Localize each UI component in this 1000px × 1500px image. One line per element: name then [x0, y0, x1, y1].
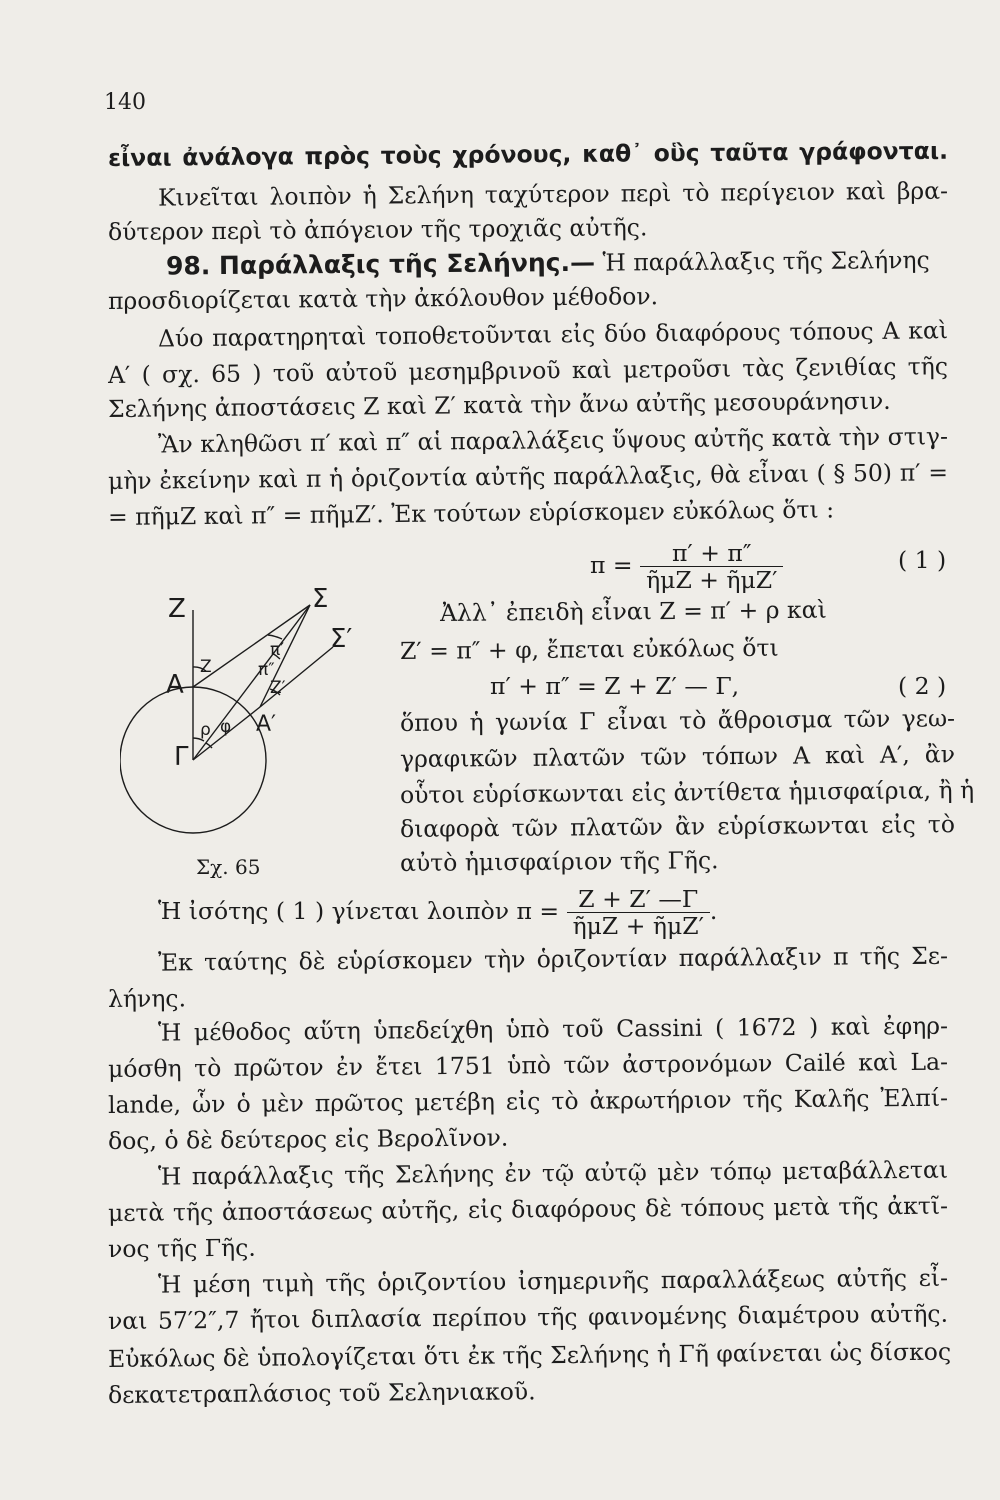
text-line: μετὰ τῆς ἀποστάσεως αὐτῆς, εἰς διαφόρους δὲ τόπους μετὰ τῆς ἀκτῖ- [107, 1191, 949, 1227]
label-sigma: Σ [312, 584, 329, 614]
equation-3-fraction [567, 886, 710, 939]
text-line: εἶναι ἀνάλογα πρὸς τοὺς χρόνους, καθ᾽ οὓς ταῦτα γράφονται. [107, 136, 949, 172]
equation-1 [590, 540, 783, 593]
text-line: δος, ὁ δὲ δεύτερος εἰς Βερολῖνον. [107, 1123, 509, 1155]
text-line: Σελήνης ἀποστάσεις Ζ καὶ Ζ′ κατὰ τὴν ἄνω αὐτῆς μεσουράνησιν. [107, 386, 891, 423]
text-line: Δύο παρατηρηταὶ τοποθετοῦνται εἰς δύο διαφόρους τόπους Α καὶ [157, 316, 949, 353]
label-rho: ρ [200, 720, 211, 740]
text-line: Α′ ( σχ. 65 ) τοῦ αὐτοῦ μεσημβρινοῦ καὶ μετροῦσι τὰς ζενιθίας τῆς [107, 352, 949, 389]
label-z-prime-small: Ζ′ [270, 678, 286, 698]
figure-65 [120, 575, 400, 855]
equation-3-end: . [709, 897, 718, 925]
text-line: αὐτὸ ἡμισφαίριον τῆς Γῆς. [399, 846, 719, 877]
text-line: νος τῆς Γῆς. [107, 1233, 256, 1263]
text-line: γραφικῶν πλατῶν τῶν τόπων Α καὶ Α′, ἂν [399, 740, 956, 773]
text-line: λήνης. [107, 984, 187, 1013]
section-heading-rest: Ἡ παράλλαξις τῆς Σελήνης [594, 245, 930, 277]
label-gamma: Γ [174, 742, 189, 772]
equation-1-fraction [640, 540, 783, 593]
equation-2-label: ( 2 ) [898, 672, 947, 700]
text-line: διαφορὰ τῶν πλατῶν ἂν εὑρίσκωνται εἰς τὸ [399, 810, 956, 843]
label-a: Α [166, 670, 184, 700]
text-line: Ζ′ = π″ + φ, ἔπεται εὐκόλως ὅτι [399, 633, 779, 665]
label-a-prime: Α′ [256, 712, 277, 737]
text-line: οὗτοι εὑρίσκωνται εἰς ἀντίθετα ἡμισφαίρια, ἢ ἡ [399, 775, 975, 809]
text-line: μόσθη τὸ πρῶτον ἐν ἔτει 1751 ὑπὸ τῶν ἀστρονόμων Cailé καὶ La- [107, 1047, 949, 1083]
equation-1-label: ( 1 ) [898, 546, 947, 574]
equation-3-numerator: Ζ + Ζ′ —Γ [567, 886, 710, 913]
text-line: δεκατετραπλάσιος τοῦ Σεληνιακοῦ. [107, 1377, 536, 1409]
text-line: Ἡ μέση τιμὴ τῆς ὁριζοντίου ἰσημερινῆς παραλλάξεως αὐτῆς εἶ- [157, 1263, 949, 1299]
label-phi: φ [220, 717, 232, 737]
equation-1-numerator: π′ + π″ [640, 540, 783, 567]
section-heading-line [108, 244, 1000, 282]
text-line: Ἀλλ᾽ ἐπειδὴ εἶναι Ζ = π′ + ρ καὶ [439, 595, 827, 627]
text-line: Εὐκόλως δὲ ὑπολογίζεται ὅτι ἐκ τῆς Σελήνης ἡ Γῆ φαίνεται ὡς δίσκος [107, 1337, 952, 1373]
equation-2: π′ + π″ = Ζ + Ζ′ — Γ, [490, 672, 740, 700]
text-line: Ἡ παράλλαξις τῆς Σελήνης ἐν τῷ αὐτῷ μὲν τόπῳ μεταβάλλεται [157, 1155, 949, 1191]
text-line: Κινεῖται λοιπὸν ἡ Σελήνη ταχύτερον περὶ τὸ περίγειον καὶ βρα- [157, 176, 949, 212]
section-heading: 98. Παράλλαξις τῆς Σελήνης.— [165, 247, 596, 281]
text-line: Ἡ μέθοδος αὕτη ὑπεδείχθη ὑπὸ τοῦ Cassini ( 1672 ) καὶ ἐφηρ- [157, 1011, 949, 1047]
label-z-small: Ζ [200, 657, 212, 677]
text-line: ναι 57′2″,7 ἤτοι διπλασία περίπου τῆς φαινομένης διαμέτρου αὐτῆς. [107, 1299, 949, 1335]
label-pi-prime: π′ [270, 640, 285, 660]
text-line: Ἐκ ταύτης δὲ εὑρίσκομεν τὴν ὁριζοντίαν παράλλαξιν π τῆς Σε- [157, 941, 949, 977]
page-number: 140 [104, 90, 146, 115]
label-zenith: Ζ [168, 594, 186, 624]
text-line: προσδιορίζεται κατὰ τὴν ἀκόλουθον μέθοδον. [107, 282, 659, 315]
text-line: δύτερον περὶ τὸ ἀπόγειον τῆς τροχιᾶς αὐτῆς. [107, 213, 648, 246]
angle-pi-prime-arc [268, 635, 282, 639]
figure-caption: Σχ. 65 [196, 855, 261, 879]
equation-1-denominator: ῆμΖ + ῆμΖ′ [646, 566, 778, 594]
equation-3-text: Ἡ ἰσότης ( 1 ) γίνεται λοιπὸν π = [158, 897, 560, 925]
text-line: = πῆμΖ καὶ π″ = πῆμΖ′. Ἐκ τούτων εὑρίσκομεν εὐκόλως ὅτι : [107, 495, 835, 531]
equation-1-lhs: π = [590, 551, 633, 579]
text-line: lande, ὧν ὁ μὲν πρῶτος μετέβη εἰς τὸ ἀκρωτήριον τῆς Καλῆς Ἐλπί- [107, 1083, 949, 1119]
text-line: μὴν ἐκείνην καὶ π ἡ ὁριζοντία αὐτῆς παράλλαξις, θὰ εἶναι ( § 50) π′ = [107, 458, 949, 495]
text-line: ὅπου ἡ γωνία Γ εἶναι τὸ ἄθροισμα τῶν γεω- [399, 704, 956, 737]
label-pi-second: π″ [258, 660, 275, 680]
text-line: Ἂν κληθῶσι π′ καὶ π″ αἱ παραλλάξεις ὕψους αὐτῆς κατὰ τὴν στιγ- [157, 422, 949, 459]
label-sigma-prime: Σ′ [330, 624, 353, 654]
equation-3-denominator: ῆμΖ + ῆμΖ′ [572, 912, 704, 940]
equation-3 [158, 886, 717, 939]
